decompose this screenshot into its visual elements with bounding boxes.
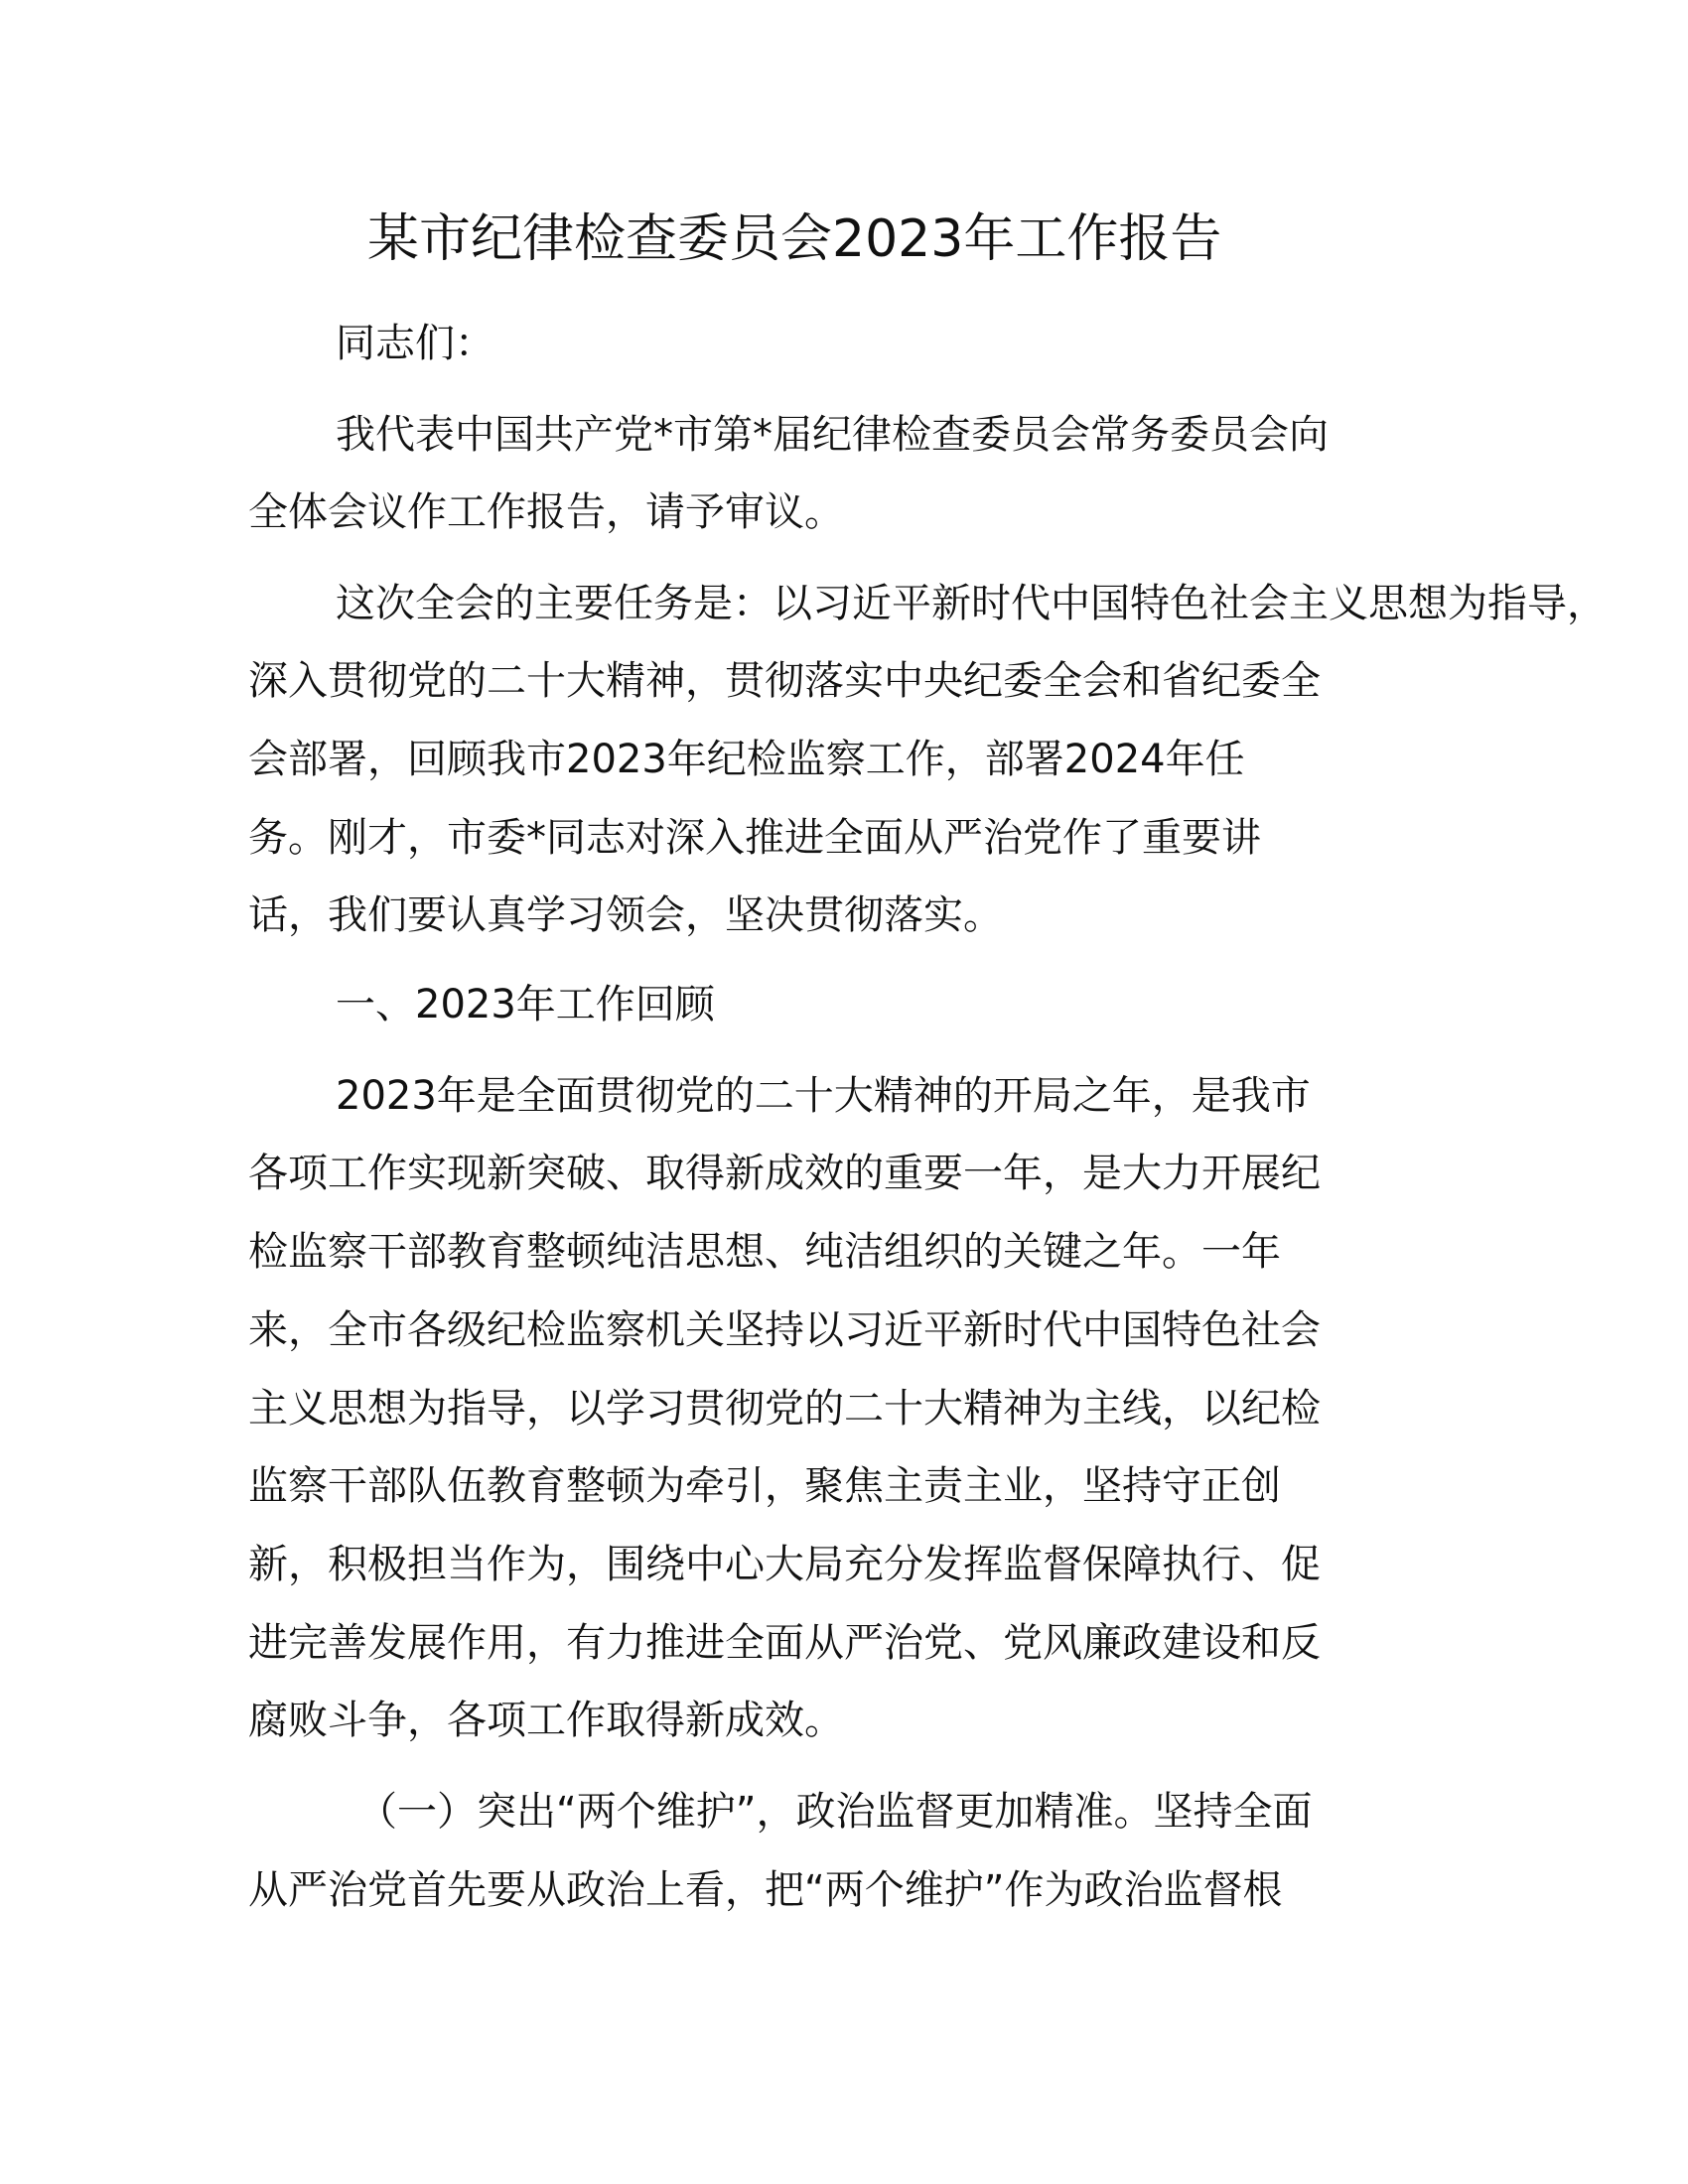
paragraph-3-line-6: 监察干部队伍教育整顿为牵引，聚焦主责主业，坚持守正创	[248, 1463, 1281, 1509]
paragraph-4-line-2: 从严治党首先要从政治上看，把“两个维护”作为政治监督根	[248, 1867, 1283, 1913]
paragraph-1-line-2: 全体会议作工作报告，请予审议。	[248, 489, 844, 535]
document-title: 某市纪律检查委员会2023年工作报告	[367, 209, 1222, 269]
paragraph-3-line-1: 2023年是全面贯彻党的二十大精神的开局之年，是我市	[336, 1073, 1311, 1119]
paragraph-3-line-8: 进完善发展作用，有力推进全面从严治党、党风廉政建设和反	[248, 1620, 1321, 1666]
paragraph-2-line-5: 话，我们要认真学习领会，坚决贯彻落实。	[248, 892, 1003, 938]
paragraph-3-line-5: 主义思想为指导，以学习贯彻党的二十大精神为主线，以纪检	[248, 1386, 1321, 1432]
paragraph-1-line-1: 我代表中国共产党*市第*届纪律检查委员会常务委员会向	[336, 412, 1329, 458]
paragraph-4-line-1: （一）突出“两个维护”，政治监督更加精准。坚持全面	[357, 1789, 1313, 1835]
salutation: 同志们：	[336, 321, 494, 366]
paragraph-3-line-7: 新，积极担当作为，围绕中心大局充分发挥监督保障执行、促	[248, 1542, 1321, 1587]
paragraph-2-line-3: 会部署，回顾我市2023年纪检监察工作，部署2024年任	[248, 737, 1245, 782]
section-heading: 一、2023年工作回顾	[336, 982, 715, 1027]
paragraph-3-line-2: 各项工作实现新突破、取得新成效的重要一年，是大力开展纪	[248, 1151, 1321, 1196]
paragraph-2-line-1: 这次全会的主要任务是：以习近平新时代中国特色社会主义思想为指导，	[336, 581, 1607, 626]
paragraph-3-line-9: 腐败斗争，各项工作取得新成效。	[248, 1698, 844, 1743]
paragraph-2-line-2: 深入贯彻党的二十大精神，贯彻落实中央纪委全会和省纪委全	[248, 658, 1321, 704]
paragraph-3-line-4: 来，全市各级纪检监察机关坚持以习近平新时代中国特色社会	[248, 1307, 1321, 1353]
paragraph-2-line-4: 务。刚才，市委*同志对深入推进全面从严治党作了重要讲	[248, 815, 1261, 861]
paragraph-3-line-3: 检监察干部教育整顿纯洁思想、纯洁组织的关键之年。一年	[248, 1229, 1281, 1275]
